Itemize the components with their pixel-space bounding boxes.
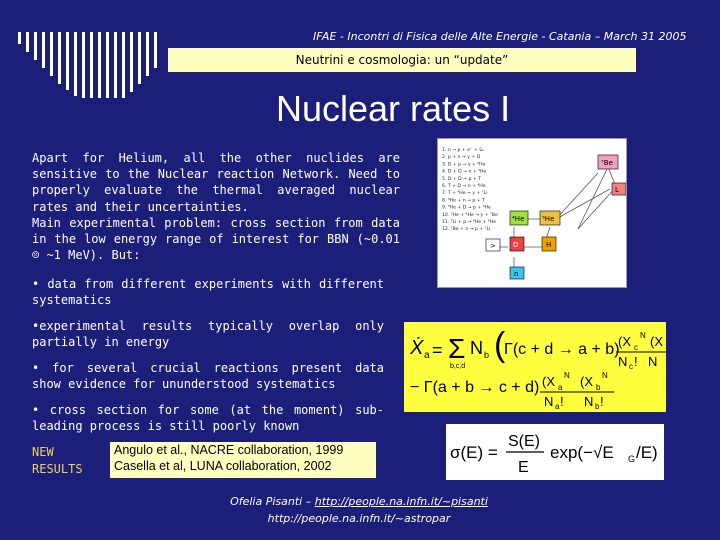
references-box xyxy=(110,442,376,478)
svg-text:(X: (X xyxy=(580,374,593,389)
svg-text:S(E): S(E) xyxy=(508,433,540,450)
svg-text:c: c xyxy=(629,362,633,371)
svg-text:/E): /E) xyxy=(636,443,658,462)
svg-text:N: N xyxy=(564,371,570,380)
new-results-label: NEW RESULTS xyxy=(32,445,83,476)
author-homepage-link[interactable]: http://people.na.infn.it/~pisanti xyxy=(314,495,488,508)
group-homepage-link[interactable]: http://people.na.infn.it/~astropar xyxy=(267,511,451,525)
svg-text:(X: (X xyxy=(618,334,631,349)
slide-subtitle xyxy=(168,48,636,72)
node-n: n xyxy=(514,270,519,278)
node-p: > xyxy=(490,242,496,250)
svg-text:b,c,d: b,c,d xyxy=(450,363,466,370)
bullet-item: • for several crucial reactions present data show evidence for ununderstood systematics xyxy=(32,361,384,392)
reaction-line: 1. n → p + e⁻ + ν̄ₑ xyxy=(442,148,484,153)
slide-title: Nuclear rates I xyxy=(276,88,511,129)
svg-text:!: ! xyxy=(600,394,604,409)
svg-text:N: N xyxy=(602,371,608,380)
svg-text:b: b xyxy=(596,383,601,392)
reaction-line: 10. ³He + ⁴He → γ + ⁷Be xyxy=(442,212,498,218)
bullet-item: • cross section for some (at the moment) sub-leading process is still poorly known xyxy=(32,403,384,434)
rate-equation xyxy=(404,322,666,412)
node-li7: L xyxy=(615,186,619,194)
svg-text:σ(E) =: σ(E) = xyxy=(450,443,498,462)
reaction-line: 8. ³He + n → p + T xyxy=(442,198,485,204)
svg-text:!: ! xyxy=(634,354,638,369)
reaction-line: 6. T + D → n + ⁴He xyxy=(442,184,486,189)
svg-text:G: G xyxy=(628,454,636,464)
reaction-line: 9. ³He + D → p + ⁴He xyxy=(442,205,491,211)
svg-text:a: a xyxy=(558,383,563,392)
intro-paragraph: Apart for Helium, all the other nuclides are sensitive to the Nuclear reaction Network. Need to properly evaluate the thermal averaged nuclear rates and their uncertainties. xyxy=(32,151,400,214)
footer-author: Ofelia Pisanti – xyxy=(230,495,315,508)
svg-text:(X: (X xyxy=(650,334,663,349)
node-d: D xyxy=(513,241,519,249)
reference-luna: Casella et al, LUNA collaboration, 2002 xyxy=(114,459,332,474)
reaction-line: 3. D + p → γ + ³He xyxy=(442,162,486,168)
svg-text:N: N xyxy=(618,354,628,369)
svg-text:N: N xyxy=(470,338,483,358)
node-he3: ³He xyxy=(542,215,555,223)
node-he4: ⁴He xyxy=(512,215,525,223)
svg-text:b: b xyxy=(595,402,600,411)
svg-text:=: = xyxy=(432,340,443,360)
problem-paragraph: Main experimental problem: cross section from data in the low energy range of interest for BBN (~0.01 ☹ ~1 MeV). But: xyxy=(32,215,400,263)
svg-text:!: ! xyxy=(560,394,564,409)
bullet-item: • data from different experiments with different systematics xyxy=(32,277,384,308)
node-t: H xyxy=(546,241,552,249)
svg-text:(X: (X xyxy=(542,374,555,389)
svg-text:c: c xyxy=(634,343,638,352)
intro-block xyxy=(32,150,400,263)
svg-text:(: ( xyxy=(494,326,506,364)
svg-text:b: b xyxy=(484,350,490,360)
svg-text:exp(−√E: exp(−√E xyxy=(550,443,614,462)
svg-text:Γ(c + d → a + b): Γ(c + d → a + b) xyxy=(504,341,620,358)
svg-text:N: N xyxy=(544,394,554,409)
svg-text:E: E xyxy=(518,459,529,476)
svg-text:N: N xyxy=(640,331,646,340)
svg-text:N: N xyxy=(584,394,594,409)
node-be7: ⁷Be xyxy=(601,159,613,167)
svg-text:Ẋ: Ẋ xyxy=(410,337,424,359)
svg-text:Σ: Σ xyxy=(448,333,466,364)
svg-text:a: a xyxy=(424,350,430,361)
svg-text:− Γ(a + b → c + d): − Γ(a + b → c + d) xyxy=(410,379,540,396)
reaction-line: 2. p + n → γ + D xyxy=(442,155,481,161)
reaction-line: 5. D + D → p + T xyxy=(442,176,481,182)
reaction-network-figure xyxy=(437,138,627,288)
reaction-line: 11. ⁷Li + p → ⁴He + ⁴He xyxy=(442,220,496,225)
conference-header: IFAE - Incontri di Fisica delle Alte Energie - Catania – March 31 2005 xyxy=(313,30,687,43)
reaction-line: 7. T + ⁴He → γ + ⁷Li xyxy=(442,191,488,197)
footer xyxy=(228,494,490,527)
cross-section-formula xyxy=(446,424,664,480)
svg-text:N: N xyxy=(648,354,658,369)
subtitle-text: Neutrini e cosmologia: un “update” xyxy=(295,53,509,67)
bullet-item: •experimental results typically overlap only partially in energy xyxy=(32,319,384,350)
reference-nacre: Angulo et al., NACRE collaboration, 1999 xyxy=(114,443,344,457)
reaction-line: 4. D + D → n + ³He xyxy=(442,169,487,175)
reaction-line: 12. ⁷Be + n → p + ⁷Li xyxy=(442,227,491,233)
svg-text:a: a xyxy=(555,402,560,411)
